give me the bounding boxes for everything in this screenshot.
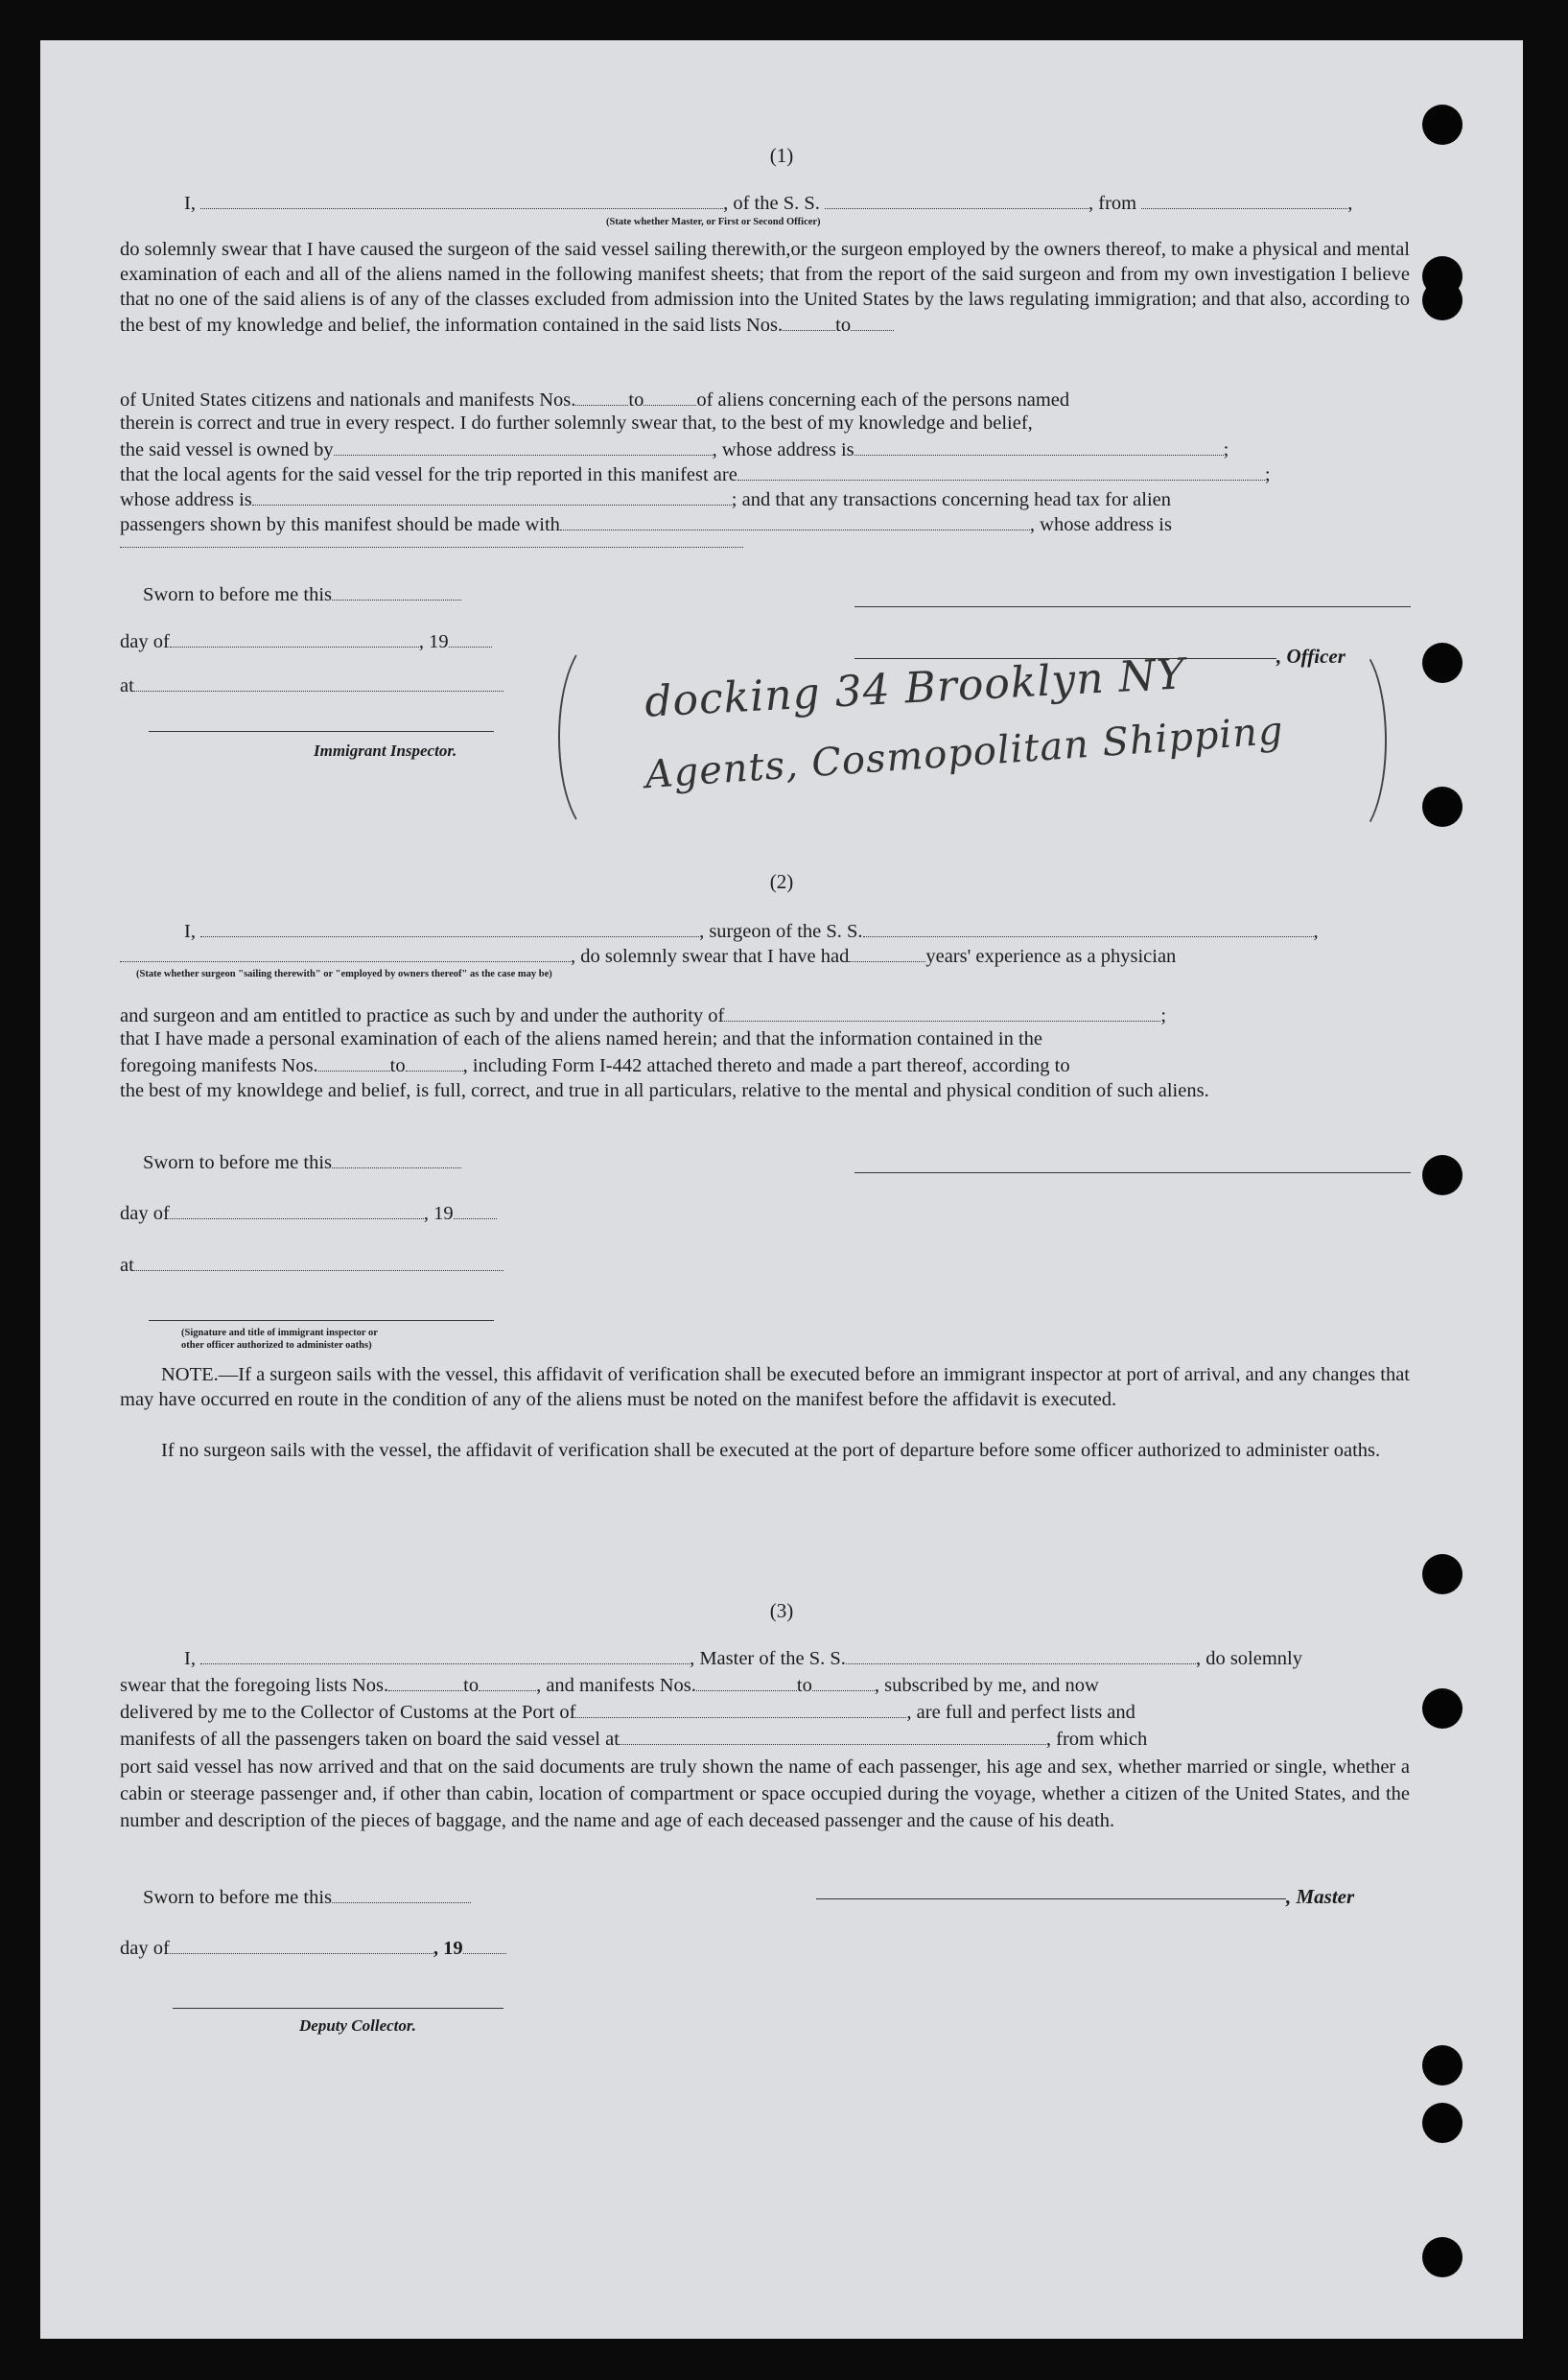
- s2-line3: [120, 1003, 1166, 1027]
- s3-lists-from-field[interactable]: [388, 1673, 463, 1691]
- s2-inspector-line[interactable]: [149, 1320, 494, 1321]
- s2-sig-note-2: other officer authorized to administer oaths): [181, 1340, 372, 1351]
- s2-semicolon: ;: [1160, 1005, 1167, 1026]
- s2-signature-line[interactable]: [854, 1172, 1411, 1173]
- s1-owned-by: the said vessel is owned by: [120, 439, 334, 460]
- s1-inspector-label: Immigrant Inspector.: [314, 742, 457, 760]
- s1-head-tax-text: ; and that any transactions concerning head tax for alien: [731, 489, 1172, 510]
- s3-sworn-label: Sworn to before me this: [143, 1887, 332, 1908]
- s3-lists-label: swear that the foregoing lists Nos.: [120, 1675, 389, 1696]
- s3-line3: [120, 1700, 1135, 1724]
- s1-comma: ,: [1347, 193, 1353, 214]
- s1-aliens-text: of aliens concerning each of the persons named: [696, 389, 1070, 411]
- s3-sworn: [143, 1885, 471, 1909]
- s3-board-label: manifests of all the passengers taken on board the said vessel at: [120, 1729, 620, 1750]
- s1-of-ss: , of the S. S.: [723, 193, 820, 214]
- s1-lists-to-field[interactable]: [851, 313, 894, 331]
- s1-address-continuation-field[interactable]: [120, 547, 743, 548]
- s1-passengers-text: passengers shown by this manifest should be made with: [120, 514, 560, 535]
- s1-lists-from-field[interactable]: [783, 313, 835, 331]
- hand-open-bracket: [558, 637, 639, 837]
- s1-line-a: [120, 388, 1069, 412]
- s1-sworn-day-field[interactable]: [332, 582, 461, 601]
- punch-hole: [1422, 2103, 1463, 2143]
- s2-ship-field[interactable]: [863, 919, 1314, 937]
- s1-agents-address-field[interactable]: [252, 487, 732, 506]
- s1-signature-line[interactable]: [854, 606, 1411, 607]
- s1-agents-field[interactable]: [737, 462, 1265, 481]
- s1-sworn: [143, 582, 461, 606]
- s2-year-label: , 19: [423, 1203, 454, 1224]
- s3-master-label: , Master: [1286, 1885, 1355, 1908]
- s1-officer-label: , Officer: [1276, 645, 1346, 668]
- s1-from-field[interactable]: [1141, 191, 1347, 209]
- s2-at: [120, 1253, 503, 1277]
- s3-day-of: [120, 1936, 506, 1960]
- punch-hole: [1422, 1688, 1463, 1729]
- s2-manifests-label: foregoing manifests Nos.: [120, 1055, 318, 1076]
- s2-swear-text: , do solemnly swear that I have had: [571, 946, 850, 967]
- manifest-affidavit-page: [40, 40, 1523, 2339]
- s1-inspector-line[interactable]: [149, 731, 494, 732]
- s3-master-signature-line[interactable]: [816, 1898, 1286, 1899]
- s3-solemnly: , do solemnly: [1195, 1648, 1302, 1669]
- s1-citizens-text: of United States citizens and nationals and manifests Nos.: [120, 389, 576, 411]
- s2-comma: ,: [1313, 921, 1319, 942]
- section-1-number: (1): [769, 144, 794, 167]
- s1-at-field[interactable]: [134, 673, 503, 692]
- s1-from: , from: [1088, 193, 1137, 214]
- s3-year-field[interactable]: [463, 1936, 506, 1954]
- s3-lists-to-field[interactable]: [479, 1673, 536, 1691]
- s2-sworn-day-field[interactable]: [332, 1150, 461, 1168]
- s1-year-label: , 19: [418, 631, 449, 652]
- s2-authority-text: and surgeon and am entitled to practice as such by and under the authority of: [120, 1005, 725, 1026]
- s3-deputy-line[interactable]: [173, 2008, 503, 2009]
- s1-day-of: [120, 629, 492, 653]
- s3-to-2: to: [796, 1675, 812, 1696]
- s3-master-of-label: , Master of the S. S.: [690, 1648, 846, 1669]
- s1-owner-field[interactable]: [334, 437, 713, 456]
- s2-i: I,: [184, 921, 196, 942]
- punch-hole: [1422, 643, 1463, 683]
- s1-paragraph: [120, 237, 1410, 338]
- s1-line-f: [120, 512, 1172, 536]
- s2-experience-text: years' experience as a physician: [925, 946, 1177, 967]
- s1-owner-address-field[interactable]: [854, 437, 1224, 456]
- punch-hole: [1422, 2045, 1463, 2085]
- punch-hole: [1422, 105, 1463, 145]
- s1-at: [120, 673, 503, 697]
- s2-sig-note-1: (Signature and title of immigrant inspector or: [181, 1328, 378, 1338]
- s2-authority-field[interactable]: [724, 1003, 1160, 1022]
- s3-paragraph: port said vessel has now arrived and that on the said documents are truly shown the name of each passenger, his age and sex, whether married or single, whether a cabin or steerage passenger and, if other than cabin, location of compartment or space occupied during the voyage, whether a citizen of the United States, and the number and description of the pieces of baggage, and the name and age of each deceased passenger and the cause of his death.: [120, 1756, 1410, 1831]
- hand-close-bracket: [1316, 643, 1387, 838]
- s1-sworn-label: Sworn to before me this: [143, 584, 332, 605]
- s1-semicolon-2: ;: [1264, 464, 1271, 485]
- s2-line4: that I have made a personal examination of each of the aliens named herein; and that the information contained in the: [120, 1028, 1042, 1049]
- s3-line2: [120, 1673, 1099, 1697]
- s1-to: to: [835, 314, 852, 336]
- s1-semicolon: ;: [1223, 439, 1229, 460]
- s2-month-field[interactable]: [170, 1201, 424, 1219]
- s1-i: I,: [184, 193, 196, 214]
- s2-years-field[interactable]: [849, 944, 925, 962]
- s2-sworn-label: Sworn to before me this: [143, 1152, 332, 1173]
- punch-hole: [1422, 2237, 1463, 2277]
- punch-hole: [1422, 1155, 1463, 1195]
- s1-ship-field[interactable]: [825, 191, 1088, 209]
- s1-to-2: to: [628, 389, 644, 411]
- s3-board-port-field[interactable]: [620, 1727, 1046, 1745]
- s2-to: to: [389, 1055, 406, 1076]
- s1-line-d: [120, 462, 1271, 486]
- s3-i: I,: [184, 1648, 196, 1669]
- s2-line6: the best of my knowldege and belief, is full, correct, and true in all particulars, relative to the mental and physical condition of such aliens.: [120, 1080, 1209, 1101]
- s1-line-c: [120, 437, 1229, 461]
- s1-head-tax-agent-field[interactable]: [560, 512, 1030, 530]
- s3-port-label: delivered by me to the Collector of Customs at the Port of: [120, 1702, 576, 1723]
- section-3-number: (3): [769, 1599, 794, 1622]
- s3-name-field[interactable]: [200, 1646, 690, 1664]
- s3-line4: [120, 1727, 1147, 1751]
- handwritten-note-line1: docking 34 Brooklyn NY: [644, 649, 1187, 727]
- s3-full-lists-text: , are full and perfect lists and: [906, 1702, 1135, 1723]
- s2-at-label: at: [120, 1255, 134, 1276]
- s2-surgeon-label: , surgeon of the S. S.: [699, 921, 863, 942]
- s1-at-label: at: [120, 675, 134, 696]
- s2-at-field[interactable]: [134, 1253, 503, 1271]
- s3-manifests-label: , and manifests Nos.: [536, 1675, 696, 1696]
- s1-line1: [184, 191, 1352, 215]
- s1-name-field[interactable]: [200, 191, 723, 209]
- s2-manifest-from-field[interactable]: [318, 1053, 390, 1072]
- s3-sworn-day-field[interactable]: [332, 1885, 471, 1903]
- s3-port-field[interactable]: [575, 1700, 906, 1718]
- s3-ship-field[interactable]: [846, 1646, 1196, 1664]
- s2-manifest-to-field[interactable]: [406, 1053, 463, 1072]
- s3-deputy-label: Deputy Collector.: [299, 2016, 416, 2035]
- section-2-number: (2): [769, 870, 794, 893]
- s3-day-of-label: day of: [120, 1938, 170, 1959]
- s3-subscribed-text: , subscribed by me, and now: [874, 1675, 1099, 1696]
- s2-day-of-label: day of: [120, 1203, 170, 1224]
- punch-hole: [1422, 1554, 1463, 1594]
- s1-manifest-from-field[interactable]: [575, 388, 628, 406]
- s1-whose-address: , whose address is: [1029, 514, 1172, 535]
- s3-master: [816, 1885, 1354, 1909]
- s1-month-field[interactable]: [170, 629, 419, 648]
- s1-officer-note: (State whether Master, or First or Second Officer): [606, 217, 821, 227]
- s2-line5: [120, 1053, 1070, 1077]
- s2-note-1: NOTE.—If a surgeon sails with the vessel, this affidavit of verification shall be executed before an immigrant inspector at port of arrival, and any changes that may have occurred en route in the condition of any of the aliens must be noted on the manifest before the affidavit is executed.: [120, 1364, 1410, 1411]
- s2-year-field[interactable]: [454, 1201, 497, 1219]
- s2-day-of: [120, 1201, 497, 1225]
- s3-from-which: , from which: [1045, 1729, 1148, 1750]
- s3-manifest-from-field[interactable]: [696, 1673, 797, 1691]
- s2-form-text: , including Form I-442 attached thereto and made a part thereof, according to: [462, 1055, 1070, 1076]
- s3-to: to: [463, 1675, 480, 1696]
- punch-hole: [1422, 280, 1463, 320]
- s3-line1: [184, 1646, 1302, 1670]
- s2-surgeon-note: (State whether surgeon "sailing therewith" or "employed by owners thereof" as the case may be): [136, 969, 552, 979]
- s1-line-e: [120, 487, 1171, 511]
- s1-line-b: therein is correct and true in every respect. I do further solemnly swear that, to the best of my knowledge and belief,: [120, 412, 1033, 434]
- s2-note-2: If no surgeon sails with the vessel, the affidavit of verification shall be executed at the port of departure before some officer authorized to administer oaths.: [161, 1440, 1381, 1461]
- s2-line1: [184, 919, 1319, 943]
- s1-agents-label: that the local agents for the said vessel for the trip reported in this manifest are: [120, 464, 737, 485]
- s2-name-field[interactable]: [200, 919, 699, 937]
- s1-manifest-to-field[interactable]: [644, 388, 696, 406]
- s2-line2: [120, 944, 1176, 968]
- s3-month-field[interactable]: [170, 1936, 433, 1954]
- s1-agents-address-label: whose address is: [120, 489, 252, 510]
- s1-owner-address-label: , whose address is: [712, 439, 854, 460]
- s1-paragraph-text: do solemnly swear that I have caused the surgeon of the said vessel sailing therewith,or the surgeon employed by the owners thereof, to make a physical and mental examination of each and all of the aliens named in the following manifest sheets; that from the report of the said surgeon and from my own investigation I believe that no one of the said aliens is of any of the classes excluded from admission into the United States by the laws regulating immigration; and that also, according to the best of my knowledge and belief, the information contained in the said lists Nos.: [120, 239, 1410, 336]
- s1-day-of-label: day of: [120, 631, 170, 652]
- s3-year-label: , 19: [433, 1938, 463, 1959]
- s1-year-field[interactable]: [449, 629, 492, 648]
- punch-hole: [1422, 787, 1463, 827]
- s2-sworn: [143, 1150, 461, 1174]
- s2-surgeon-type-field[interactable]: [120, 944, 571, 962]
- s3-manifest-to-field[interactable]: [812, 1673, 875, 1691]
- handwritten-note-line2: Agents, Cosmopolitan Shipping: [644, 708, 1285, 798]
